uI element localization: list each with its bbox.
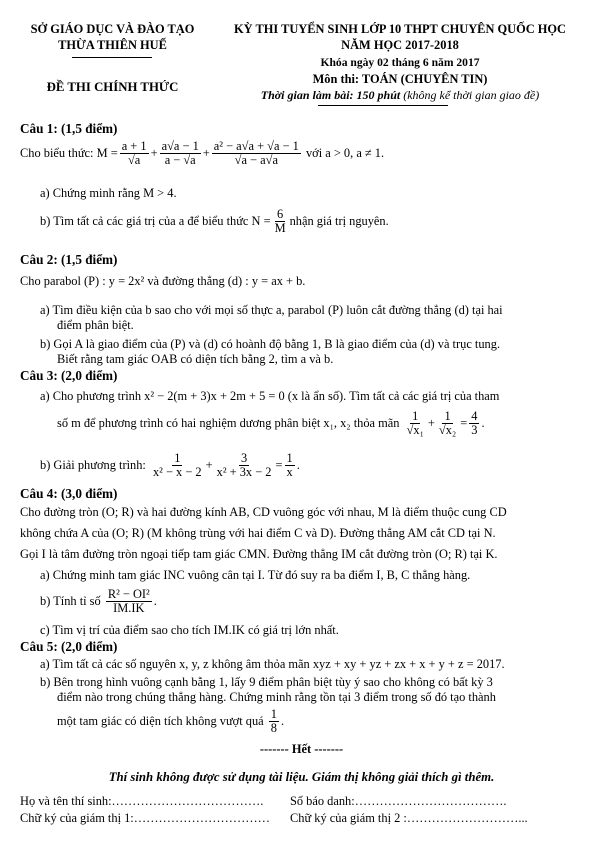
candidate-note: Thí sinh không được sử dụng tài liệu. Giám thị không giải thích gì thêm. bbox=[108, 770, 495, 784]
q3-a-line1: a) Cho phương trình x² − 2(m + 3)x + 2m + 5 = 0 (x là ẩn số). Tìm tất cả các giá trị của tham bbox=[40, 389, 500, 403]
q5-b-line3: một tam giác có diện tích không vượt quá $\frac{1}{8}$ . bbox=[57, 707, 285, 736]
q2-b-line2: Biết rằng tam giác OAB có diện tích bằng 2, tìm a và b. bbox=[57, 352, 334, 366]
q1-m-label: M = bbox=[96, 146, 118, 161]
q1-expression: Cho biểu thức: M = $\frac{a + 1}{√a}$ + $\frac{a√a - 1}{a - √a}$ + $\frac{\text{a² − a√a + √a − 1}}{√a - a√a}$ với a > 0, a ≠ 1. bbox=[20, 139, 385, 168]
candidate-number-field: Số báo danh:………………………………. bbox=[290, 794, 507, 808]
q1-title: Câu 1: (1,5 điểm) bbox=[20, 121, 118, 136]
q5-b-frac: $\frac{1}{8}$ bbox=[270, 707, 277, 736]
q4-line3: Gọi I là tâm đường tròn ngoại tiếp tam giác CMN. Đường thẳng IM cắt đường tròn (O; R) tại K. bbox=[20, 547, 498, 561]
header-rule-left bbox=[72, 57, 152, 58]
q3-b-frac3: $\frac{1}{x}$ bbox=[286, 451, 293, 480]
time-note: (không kể thời gian giao đề) bbox=[403, 88, 540, 102]
q5-b-line2: điểm nào trong chúng thẳng hàng. Chứng minh rằng tồn tại 3 điểm trong số đó tạo thành bbox=[57, 690, 496, 704]
q5-b-line1: b) Bên trong hình vuông cạnh bằng 1, lấy 9 điểm phân biệt tùy ý sao cho không có bất kỳ 3 bbox=[40, 675, 493, 689]
q3-a-frac1: $\frac{1}{\text{√x₁}}$ bbox=[406, 409, 424, 438]
exam-title: KỲ THI TUYỂN SINH LỚP 10 THPT CHUYÊN QUỐC HỌC bbox=[234, 22, 566, 36]
time-limit: Thời gian làm bài: 150 phút bbox=[260, 88, 401, 102]
official-label: ĐỀ THI CHÍNH THỨC bbox=[46, 80, 179, 94]
q3-b-frac1: $\frac{1}{\text{x² − x − 2}}$ bbox=[152, 451, 202, 480]
subject: Môn thi: TOÁN (CHUYÊN TIN) bbox=[312, 72, 488, 86]
q1-intro: Cho biểu thức: bbox=[20, 146, 94, 161]
q5-title: Câu 5: (2,0 điểm) bbox=[20, 639, 118, 654]
q1-condition: với a > 0, a ≠ 1. bbox=[305, 146, 385, 161]
q2-a-line1: a) Tìm điều kiện của b sao cho với mọi số thực a, parabol (P) luôn cắt đường thẳng (d) tại hai bbox=[40, 303, 503, 317]
q4-line1: Cho đường tròn (O; R) và hai đường kính AB, CD vuông góc với nhau, M là điểm thuộc cung CD bbox=[20, 505, 507, 519]
proctor1-signature-field: Chữ ký của giám thị 1:…………………………… bbox=[20, 811, 271, 825]
q3-a-line2: số m để phương trình có hai nghiệm dương phân biệt x₁, x₂ thỏa mãn $\frac{1}{\text{√x₁}}$ + $\frac{1}{\text{√x₂}}$ = $\frac{4}{3}$ . bbox=[57, 409, 485, 438]
header-rule-right bbox=[318, 105, 448, 106]
end-marker: ------- Hết ------- bbox=[259, 742, 344, 756]
q2-b-line1: b) Gọi A là giao điểm của (P) và (d) có hoành độ bằng 1, B là giao điểm của (d) và trục tung. bbox=[40, 337, 501, 351]
q3-a-frac2: $\frac{1}{\text{√x₂}}$ bbox=[438, 409, 457, 438]
q1-frac1: $\frac{a + 1}{√a}$ bbox=[121, 139, 147, 168]
q2-title: Câu 2: (1,5 điểm) bbox=[20, 252, 118, 267]
q5-a: a) Tìm tất cả các số nguyên x, y, z không âm thỏa mãn xyz + xy + yz + zx + x + y + z = 2017. bbox=[40, 657, 505, 671]
q4-b: b) Tính tỉ số $\frac{\text{R² − OI²}}{IM.IK}$ . bbox=[40, 587, 157, 616]
time-line bbox=[214, 88, 586, 103]
q1-frac2: $\frac{a√a - 1}{a - √a}$ bbox=[161, 139, 199, 168]
q3-title: Câu 3: (2,0 điểm) bbox=[20, 368, 118, 383]
q2-intro: Cho parabol (P) : y = 2x² và đường thẳng (d) : y = ax + b. bbox=[20, 274, 306, 288]
q1-a: a) Chứng minh rằng M > 4. bbox=[40, 186, 177, 200]
q1-b-frac: $\frac{6}{M}$ bbox=[274, 207, 286, 236]
dept-line1: SỞ GIÁO DỤC VÀ ĐÀO TẠO bbox=[30, 22, 195, 36]
q4-c: c) Tìm vị trí của điểm sao cho tích IM.IK có giá trị lớn nhất. bbox=[40, 623, 339, 637]
q2-a-line2: điểm phân biệt. bbox=[57, 318, 134, 332]
candidate-name-field: Họ và tên thí sinh:………………………………. bbox=[20, 794, 264, 808]
q4-b-frac: $\frac{\text{R² − OI²}}{IM.IK}$ bbox=[107, 587, 150, 616]
q3-b-frac2: $\frac{3}{\text{x² + 3x − 2}}$ bbox=[216, 451, 272, 480]
q4-a: a) Chứng minh tam giác INC vuông cân tại I. Từ đó suy ra ba điểm I, B, C thẳng hàng. bbox=[40, 568, 471, 582]
q3-b: b) Giải phương trình: $\frac{1}{\text{x² − x − 2}}$ + $\frac{3}{\text{x² + 3x − 2}}$ = $\frac{1}{x}$ . bbox=[40, 451, 300, 480]
exam-date: Khóa ngày 02 tháng 6 năm 2017 bbox=[320, 56, 480, 69]
dept-line2: THỪA THIÊN HUẾ bbox=[58, 38, 167, 52]
proctor2-signature-field: Chữ ký của giám thị 2 :………………………... bbox=[290, 811, 528, 825]
school-year: NĂM HỌC 2017-2018 bbox=[341, 38, 459, 52]
q4-line2: không chứa A của (O; R) (M không trùng với hai điểm C và D). Đường thẳng AM cắt CD tại N. bbox=[20, 526, 496, 540]
q4-title: Câu 4: (3,0 điểm) bbox=[20, 486, 118, 501]
q1-frac3: $\frac{\text{a² − a√a + √a − 1}}{√a - a√a}$ bbox=[213, 139, 299, 168]
q1-b: b) Tìm tất cả các giá trị của a để biểu thức N = $\frac{6}{M}$ nhận giá trị nguyên. bbox=[40, 207, 389, 236]
q3-a-frac3: $\frac{4}{3}$ bbox=[471, 409, 478, 438]
